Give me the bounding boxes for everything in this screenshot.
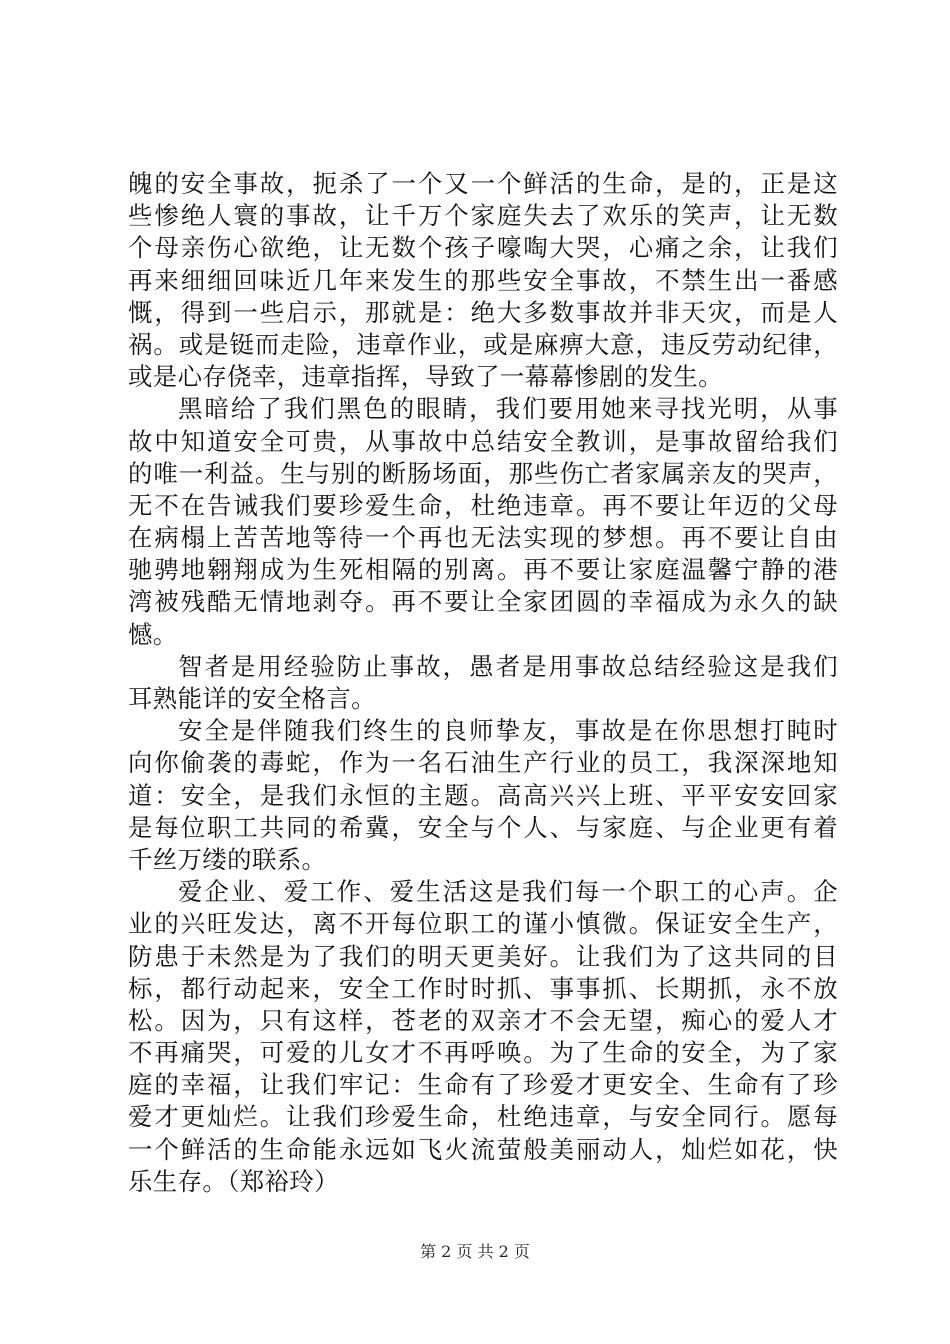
text-line: 耳熟能详的安全格言。 [128,684,376,713]
text-line: 不再痛哭，可爱的儿女才不再呼唤。为了生命的安全，为了家 [128,1038,838,1068]
text-line: 向你偷袭的毒蛇，作为一名石油生产行业的员工，我深深地知 [128,748,838,778]
text-line: 黑暗给了我们黑色的眼睛，我们要用她来寻找光明，从事 [178,394,838,424]
text-line: 驰骋地翱翔成为生死相隔的别离。再不要让家庭温馨宁静的港 [128,555,838,585]
text-line: 爱才更灿烂。让我们珍爱生命，杜绝违章，与安全同行。愿每 [128,1102,838,1132]
text-line: 庭的幸福，让我们牢记：生命有了珍爱才更安全、生命有了珍 [128,1070,838,1100]
text-line: 个母亲伤心欲绝，让无数个孩子嚎啕大哭，心痛之余，让我们 [128,233,838,263]
text-line: 爱企业、爱工作、爱生活这是我们每一个职工的心声。企 [178,877,838,907]
text-line: 或是心存侥幸，违章指挥，导致了一幕幕惨剧的发生。 [128,362,723,392]
text-line: 再来细细回味近几年来发生的那些安全事故，不禁生出一番感 [128,265,838,295]
text-line: 安全是伴随我们终生的良师挚友，事故是在你思想打盹时 [178,716,838,746]
text-line: 防患于未然是为了我们的明天更美好。让我们为了这共同的目 [128,941,838,971]
text-line: 祸。或是铤而走险，违章作业，或是麻痹大意，违反劳动纪律， [128,329,838,359]
page-footer: 第 2 页 共 2 页 [420,1242,530,1261]
text-line: 智者是用经验防止事故，愚者是用事故总结经验这是我们 [178,651,838,681]
text-line: 湾被残酷无情地剥夺。再不要让全家团圆的幸福成为永久的缺 [128,587,838,617]
text-line: 无不在告诫我们要珍爱生命，杜绝违章。再不要让年迈的父母 [128,490,838,520]
text-line: 业的兴旺发达，离不开每位职工的谨小慎微。保证安全生产， [128,909,838,939]
text-line: 标，都行动起来，安全工作时时抓、事事抓、长期抓，永不放 [128,973,838,1003]
text-line: 乐生存。（郑裕玲） [128,1166,339,1196]
text-line: 一个鲜活的生命能永远如飞火流萤般美丽动人，灿烂如花，快 [128,1134,838,1164]
text-line: 是每位职工共同的希冀，安全与个人、与家庭、与企业更有着 [128,812,838,842]
text-line: 慨，得到一些启示，那就是：绝大多数事故并非天灾，而是人 [128,297,838,327]
text-line: 的唯一利益。生与别的断肠场面，那些伤亡者家属亲友的哭声， [128,458,838,488]
text-line: 魄的安全事故，扼杀了一个又一个鲜活的生命，是的，正是这 [128,169,838,198]
text-line: 千丝万缕的联系。 [128,844,327,874]
text-line: 道：安全，是我们永恒的主题。高高兴兴上班、平平安安回家 [128,780,838,810]
text-line: 些惨绝人寰的事故，让千万个家庭失去了欢乐的笑声，让无数 [128,201,838,231]
text-line: 松。因为，只有这样，苍老的双亲才不会无望，痴心的爱人才 [128,1005,838,1035]
text-line: 憾。 [128,619,178,649]
text-line: 故中知道安全可贵，从事故中总结安全教训，是事故留给我们 [128,426,838,456]
text-line: 在病榻上苦苦地等待一个再也无法实现的梦想。再不要让自由 [128,523,838,553]
body-text [128,168,838,1198]
